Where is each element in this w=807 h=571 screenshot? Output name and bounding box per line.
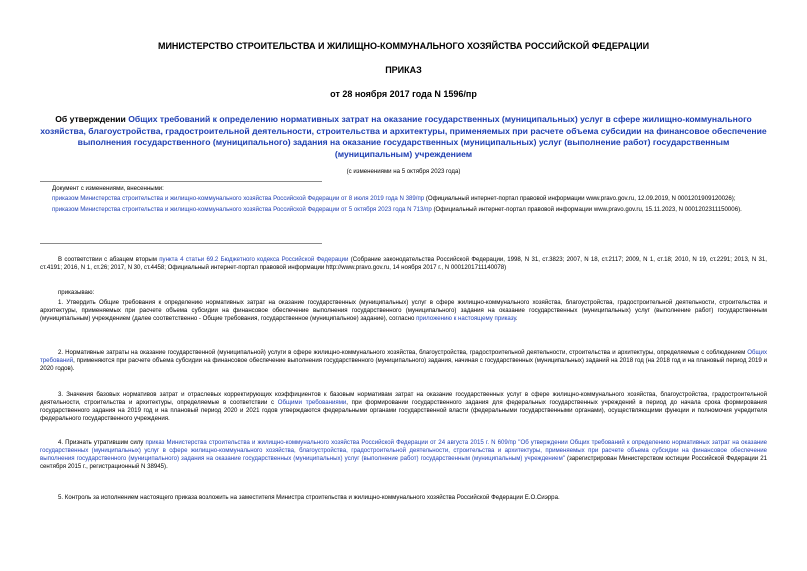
- item-3-text: 3. Значения базовых нормативов затрат и отраслевых корректирующих коэффициентов к базовым нормативам затрат на оказание государственных услуг в сфере жилищно-коммунального хозяйства, благоустройства, градостроительной деятельности, строительства и архитектуры, определяемые в соответствии с: [40, 391, 767, 406]
- amendment-item: [40, 195, 767, 203]
- item-4-paragraph: [40, 439, 767, 471]
- item-2-text: , применяются при расчете объема субсидии на финансовое обеспечение выполнения государственного (муниципального) задания, начиная с государственных (муниципальных) заданий на 2018 год (на 2018 год и на плановый период 2019 и 2020 годов).: [40, 356, 767, 372]
- preamble-text: (Собрание законодательства Российской Федерации, 1998, N 31, ст.3823; 2007, N 18, ст.2117; 2009, N 1, ст.18; 2010, N 19, ст.2291; 2013, N 31, ст.4191; 2016, N 1, ст.26; 2017, N 30, ст.4458; Официальный интернет-портал правовой информации http://www.pravo.gov.ru, 14 ноября 2017 г., N 0001201711140078): [40, 256, 767, 271]
- general-requirements-link-2[interactable]: Общими требованиями: [277, 398, 347, 406]
- date-number-heading: от 28 ноября 2017 года N 1596/пр: [330, 89, 477, 99]
- general-requirements-link[interactable]: Общих требований: [40, 349, 767, 364]
- ministry-heading: МИНИСТЕРСТВО СТРОИТЕЛЬСТВА И ЖИЛИЩНО-КОММУНАЛЬНОГО ХОЗЯЙСТВА РОССИЙСКОЙ ФЕДЕРАЦИИ: [157, 41, 650, 51]
- item-4-text: 4. Признать утратившим силу: [58, 439, 146, 446]
- order-word: приказываю:: [58, 289, 95, 296]
- item-4-text: (зарегистрирован Министерством юстиции Российской Федерации 21 сентября 2015 г., регистрационный N 38945).: [40, 454, 767, 470]
- preamble-text: В соответствии с абзацем вторым: [58, 256, 160, 263]
- item-1-paragraph: [40, 299, 767, 323]
- amendment-link-2019[interactable]: приказом Министерства строительства и жилищно-коммунального хозяйства Российской Федерации от 8 июля 2019 года N 389/пр: [52, 194, 425, 202]
- amendment-link-2023[interactable]: приказом Министерства строительства и жилищно-коммунального хозяйства Российской Федерации от 5 октября 2023 года N 713/пр: [52, 205, 432, 213]
- item-2-paragraph: [40, 349, 767, 373]
- amendments-intro: Документ с изменениями, внесенными:: [52, 185, 164, 192]
- title-prefix: Об утверждении: [55, 114, 129, 124]
- appendix-link[interactable]: приложению к настоящему приказу: [416, 314, 516, 322]
- amendment-item: [40, 206, 767, 214]
- title-requirements-link[interactable]: Общих требований к определению нормативных затрат на оказание государственных (муниципальных) услуг в сфере жилищно-коммунального хозяйства, благоустройства, градостроительной деятельности, строительства и архитектуры, применяемых при расчете объема субсидии на финансовое обеспечение выполнения государственного (муниципального) задания на оказание государственных (муниципальных) услуг (выполнение работ) государственным (муниципальным) учреждением: [40, 114, 767, 159]
- amendment-source: (Официальный интернет-портал правовой информации www.pravo.gov.ru, 12.09.2019, N 0001201909120026);: [424, 194, 736, 202]
- item-3-paragraph: [40, 391, 767, 423]
- amendments-bottom-divider: [40, 243, 322, 244]
- item-1-text: .: [515, 314, 518, 322]
- amendments-top-divider: [40, 181, 322, 182]
- budget-code-link[interactable]: пункта 4 статьи 69.2 Бюджетного кодекса Российской Федерации: [159, 256, 349, 263]
- document-title: [40, 114, 767, 160]
- amendment-source: (Официальный интернет-портал правовой информации www.pravo.gov.ru, 15.11.2023, N 0001202311150006).: [431, 205, 742, 213]
- item-1-text: 1. Утвердить Общие требования к определению нормативных затрат на оказание государственных (муниципальных) услуг в сфере жилищно-коммунального хозяйства, благоустройства, градостроительной деятельности, строительства и архитектуры, применяемых при расчете объема субсидии на финансовое обеспечение выполнения государственного (муниципального) задания на оказание государственных (муниципальных) услуг (выполнение работ) государственным (муниципальным) учреждением (далее соответственно - Общие требования, государственное (муниципальное) задание), согласно: [40, 299, 767, 322]
- item-5-paragraph: 5. Контроль за исполнением настоящего приказа возложить на заместителя Министра строительства и жилищно-коммунального хозяйства Российской Федерации Е.О.Сиэрра.: [58, 494, 560, 501]
- revision-note: (с изменениями на 5 октября 2023 года): [346, 168, 461, 175]
- preamble-paragraph: [40, 256, 767, 272]
- amendments-block: [40, 185, 767, 214]
- item-3-text: , при формировании государственного задания для федеральных государственных учреждений в период до начала срока формирования государственного задания на 2019 год и на плановый период 2020 и 2021 годов утверждаются федеральными органами государственной власти (федеральными государственными органами), осуществляющими функции и полномочия учредителя федерального государственного учреждения.: [40, 398, 767, 422]
- doc-type-heading: ПРИКАЗ: [385, 65, 422, 75]
- repealed-order-link[interactable]: приказ Министерства строительства и жилищно-коммунального хозяйства Российской Федерации от 24 августа 2015 г. N 609/пр "Об утверждении Общих требований к определению нормативных затрат на оказание государственных (муниципальных) услуг в сфере жилищно-коммунального хозяйства, благоустройства, градостроительной деятельности, строительства и архитектуры, применяемых при расчете объема субсидии на финансовое обеспечение выполнения государственного (муниципального) задания на оказание государственных (муниципальных) услуг (выполнение работ) государственным (муниципальным) учреждением": [40, 439, 767, 462]
- item-2-text: 2. Нормативные затраты на оказание государственной (муниципальной) услуги в сфере жилищно-коммунального хозяйства, благоустройства, градостроительной деятельности, строительства и архитектуры, определяемые с соблюдением: [58, 349, 748, 356]
